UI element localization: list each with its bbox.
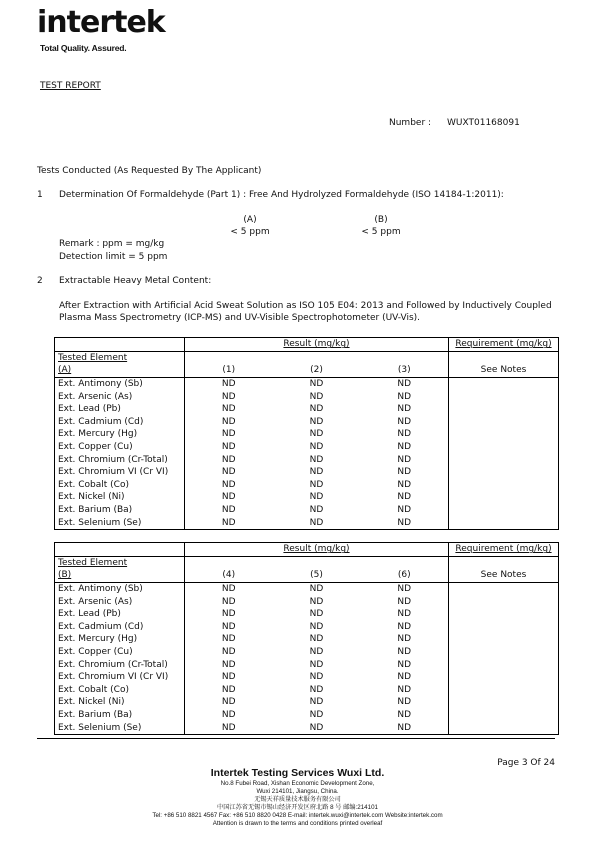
section-2-description-line1: After Extraction with Artificial Acid Sweat Solution as ISO 105 E04: 2013 and Followed by Inductively Coupled (59, 301, 552, 311)
requirement-header: Requirement (mg/kg) (449, 338, 559, 352)
requirement-value (449, 491, 559, 504)
result-value: ND (185, 595, 273, 608)
result-value: ND (185, 633, 273, 646)
result-value: ND (309, 609, 324, 620)
result-value: ND (309, 379, 324, 390)
element-name: Ext. Chromium (Cr-Total) (55, 658, 185, 671)
table-row (55, 377, 559, 390)
element-name: Ext. Copper (Cu) (55, 441, 185, 454)
result-value: ND (397, 442, 412, 453)
result-value: ND (309, 404, 324, 415)
result-value: ND (309, 596, 324, 607)
result-value: ND (185, 416, 273, 429)
element-name: Ext. Chromium VI (Cr VI) (55, 671, 185, 684)
result-value: ND (397, 391, 412, 402)
result-value: ND (185, 621, 273, 634)
result-value: ND (185, 608, 273, 621)
table-row (55, 621, 559, 634)
result-value: ND (185, 504, 273, 517)
result-value: ND (397, 404, 412, 415)
result-value: ND (397, 659, 412, 670)
table-row (55, 516, 559, 529)
element-name: Ext. Lead (Pb) (55, 403, 185, 416)
result-value: ND (185, 671, 273, 684)
page-number: Page 3 Of 24 (497, 758, 555, 768)
result-value: ND (185, 684, 273, 697)
table-row (55, 504, 559, 517)
requirement-value (449, 582, 559, 595)
result-value: ND (309, 429, 324, 440)
result-value: ND (309, 442, 324, 453)
element-name: Ext. Selenium (Se) (55, 516, 185, 529)
result-value: ND (185, 479, 273, 492)
section-2-title: Extractable Heavy Metal Content: (59, 276, 212, 286)
result-value: ND (309, 659, 324, 670)
table-row (55, 684, 559, 697)
result-value: ND (397, 416, 412, 427)
result-value: ND (397, 479, 412, 490)
requirement-value (449, 516, 559, 529)
table-row (55, 671, 559, 684)
section-2-description-line2: Plasma Mass Spectrometry (ICP-MS) and UV-Visible Spectrophotometer (UV-Vis). (59, 313, 421, 323)
result-value: ND (397, 684, 412, 695)
sample-col-header: (5) (273, 569, 361, 582)
requirement-value (449, 416, 559, 429)
result-value: ND (309, 416, 324, 427)
result-value: ND (361, 721, 449, 734)
tested-element-header: Tested Element (55, 351, 185, 364)
result-value: ND (309, 647, 324, 658)
table-row (55, 428, 559, 441)
result-value: ND (397, 379, 412, 390)
result-value: ND (397, 505, 412, 516)
element-name: Ext. Arsenic (As) (55, 595, 185, 608)
element-name: Ext. Barium (Ba) (55, 504, 185, 517)
result-value: ND (309, 697, 324, 708)
requirement-value (449, 646, 559, 659)
result-value: ND (309, 634, 324, 645)
table-row (55, 595, 559, 608)
result-value: ND (185, 491, 273, 504)
requirement-value (449, 621, 559, 634)
footer-company-name: Intertek Testing Services Wuxi Ltd. (210, 767, 385, 779)
tested-element-header: Tested Element (55, 556, 185, 569)
result-value: ND (397, 584, 412, 595)
footer-address-line2: Wuxi 214101, Jiangsu, China. (256, 788, 339, 795)
heavy-metal-table-b (54, 542, 559, 735)
result-value: ND (185, 377, 273, 390)
requirement-value (449, 479, 559, 492)
formaldehyde-col-a-value: < 5 ppm (230, 227, 270, 237)
element-name: Ext. Lead (Pb) (55, 608, 185, 621)
table-row (55, 491, 559, 504)
section-1-title: Determination Of Formaldehyde (Part 1) : Free And Hydrolyzed Formaldehyde (ISO 14184-1:2011): (59, 190, 504, 200)
heavy-metal-table-a (54, 337, 559, 530)
footer-contact: Tel: +86 510 8821 4567 Fax: +86 510 8820 0428 E-mail: intertek.wuxi@intertek.com Website:intertek.com (152, 812, 443, 819)
table-row (55, 658, 559, 671)
table-row (55, 416, 559, 429)
result-value: ND (309, 672, 324, 683)
table-row (55, 403, 559, 416)
requirement-value (449, 633, 559, 646)
report-number-label: Number : (389, 118, 432, 128)
element-name: Ext. Chromium (Cr-Total) (55, 453, 185, 466)
footer-chinese-address: 中国江苏省无锡市锡山经济开发区府北路 8 号 邮编:214101 (217, 804, 378, 811)
result-value: ND (397, 697, 412, 708)
result-header: Result (mg/kg) (273, 338, 361, 352)
requirement-value (449, 390, 559, 403)
formaldehyde-col-b-value: < 5 ppm (361, 227, 401, 237)
result-value: ND (309, 621, 324, 632)
result-value: ND (361, 516, 449, 529)
sample-col-header: (2) (273, 364, 361, 377)
result-value: ND (309, 492, 324, 503)
result-value: ND (185, 516, 273, 529)
result-value: ND (309, 710, 324, 721)
logo-tagline: Total Quality. Assured. (40, 43, 127, 53)
element-name: Ext. Antimony (Sb) (55, 377, 185, 390)
result-value: ND (185, 453, 273, 466)
result-value: ND (397, 634, 412, 645)
table-row (55, 466, 559, 479)
result-value: ND (397, 429, 412, 440)
result-value: ND (397, 596, 412, 607)
element-name: Ext. Nickel (Ni) (55, 491, 185, 504)
result-value: ND (309, 454, 324, 465)
result-value: ND (185, 441, 273, 454)
requirement-value (449, 466, 559, 479)
result-value: ND (185, 696, 273, 709)
requirement-value (449, 377, 559, 390)
result-value: ND (185, 721, 273, 734)
result-value: ND (397, 454, 412, 465)
formaldehyde-col-b-label: (B) (374, 215, 388, 225)
result-value: ND (309, 505, 324, 516)
table-row (55, 479, 559, 492)
result-value: ND (185, 390, 273, 403)
table-a-body (55, 377, 559, 529)
report-number-value: WUXT01168091 (447, 118, 520, 128)
footer-divider (37, 738, 555, 739)
requirement-value (449, 709, 559, 722)
requirement-value (449, 403, 559, 416)
requirement-value (449, 441, 559, 454)
requirement-value (449, 721, 559, 734)
sample-col-header: (1) (185, 364, 273, 377)
table-row (55, 633, 559, 646)
table-row (55, 709, 559, 722)
element-name: Ext. Copper (Cu) (55, 646, 185, 659)
result-value: ND (397, 710, 412, 721)
sample-group-label: (A) (55, 364, 185, 377)
requirement-value (449, 453, 559, 466)
result-value: ND (273, 516, 361, 529)
element-name: Ext. Chromium VI (Cr VI) (55, 466, 185, 479)
result-value: ND (397, 621, 412, 632)
requirement-value (449, 595, 559, 608)
report-title: TEST REPORT (40, 81, 101, 91)
table-row (55, 453, 559, 466)
element-name: Ext. Arsenic (As) (55, 390, 185, 403)
sample-col-header: (4) (185, 569, 273, 582)
result-value: ND (309, 584, 324, 595)
see-notes: See Notes (449, 569, 559, 582)
table-b-body (55, 582, 559, 734)
requirement-header: Requirement (mg/kg) (449, 543, 559, 557)
element-name: Ext. Antimony (Sb) (55, 582, 185, 595)
table-row (55, 441, 559, 454)
footer-address-line1: No.8 Fubei Road, Xishan Economic Development Zone, (220, 780, 375, 787)
requirement-value (449, 504, 559, 517)
result-value: ND (185, 466, 273, 479)
result-value: ND (185, 582, 273, 595)
section-2-index: 2 (37, 276, 43, 286)
see-notes: See Notes (449, 364, 559, 377)
table-row (55, 608, 559, 621)
table-row (55, 721, 559, 734)
result-value: ND (185, 646, 273, 659)
element-name: Ext. Selenium (Se) (55, 721, 185, 734)
result-value: ND (397, 647, 412, 658)
result-header: Result (mg/kg) (273, 543, 361, 557)
table-row (55, 390, 559, 403)
table-row (55, 582, 559, 595)
sample-col-header: (3) (361, 364, 449, 377)
element-name: Ext. Cobalt (Co) (55, 479, 185, 492)
remark-text: Remark : ppm = mg/kg (59, 239, 165, 249)
table-row (55, 696, 559, 709)
tests-conducted-heading: Tests Conducted (As Requested By The Applicant) (37, 166, 262, 176)
intertek-logo: intertek (37, 5, 165, 40)
sample-col-header: (6) (361, 569, 449, 582)
table-row (55, 646, 559, 659)
sample-group-label: (B) (55, 569, 185, 582)
result-value: ND (397, 672, 412, 683)
element-name: Ext. Nickel (Ni) (55, 696, 185, 709)
result-value: ND (185, 428, 273, 441)
element-name: Ext. Mercury (Hg) (55, 633, 185, 646)
result-value: ND (185, 709, 273, 722)
result-value: ND (309, 684, 324, 695)
footer-chinese-name: 无锡天祥质量技术服务有限公司 (254, 796, 341, 803)
result-value: ND (273, 721, 361, 734)
result-value: ND (397, 467, 412, 478)
result-value: ND (185, 658, 273, 671)
requirement-value (449, 428, 559, 441)
result-value: ND (397, 492, 412, 503)
element-name: Ext. Mercury (Hg) (55, 428, 185, 441)
section-1-index: 1 (37, 190, 43, 200)
requirement-value (449, 658, 559, 671)
footer-attention: Attention is drawn to the terms and conditions printed overleaf (212, 820, 383, 827)
requirement-value (449, 608, 559, 621)
element-name: Ext. Barium (Ba) (55, 709, 185, 722)
requirement-value (449, 671, 559, 684)
requirement-value (449, 684, 559, 697)
element-name: Ext. Cadmium (Cd) (55, 621, 185, 634)
formaldehyde-col-a-label: (A) (243, 215, 257, 225)
result-value: ND (397, 609, 412, 620)
requirement-value (449, 696, 559, 709)
result-value: ND (309, 391, 324, 402)
result-value: ND (309, 479, 324, 490)
element-name: Ext. Cobalt (Co) (55, 684, 185, 697)
result-value: ND (309, 467, 324, 478)
detection-limit-text: Detection limit = 5 ppm (59, 252, 168, 262)
element-name: Ext. Cadmium (Cd) (55, 416, 185, 429)
result-value: ND (185, 403, 273, 416)
